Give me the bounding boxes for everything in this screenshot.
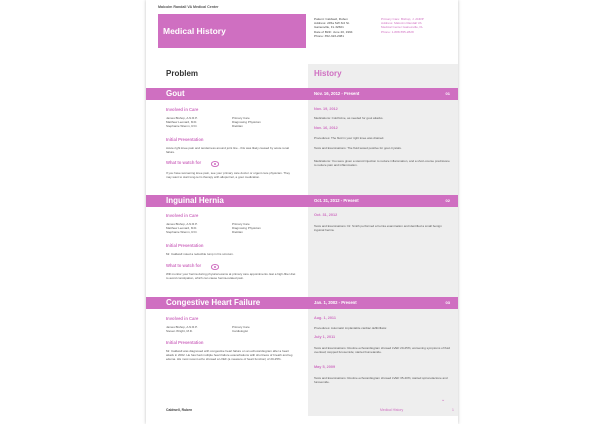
document-title: Medical History [163, 26, 226, 36]
care-team-role: Dietitian [232, 124, 243, 129]
patient-line: Gainesville, FL 32601 [314, 25, 344, 30]
history-date: Nov. 16, 2012 [314, 126, 338, 130]
care-line: Medical Center Gainesville, FL [381, 25, 424, 30]
history-date: Oct. 31, 2012 [314, 213, 338, 217]
eye-icon [211, 161, 219, 167]
care-team-roles [232, 222, 292, 234]
section-number: 03 [445, 300, 450, 305]
care-line: Address: Malcolm Randall VA [381, 21, 422, 26]
care-team-name: Matthew Leonard, M.D. [166, 226, 198, 231]
patient-line: Address: 245a SW 3rd St. [314, 21, 350, 26]
condition-date-range: Jan. 1, 2002 - Present [314, 300, 357, 305]
care-team-name: Steven Wright, M.D. [166, 329, 193, 334]
care-team-role: Primary Care [232, 325, 250, 329]
care-team-role: Cardiologist [232, 329, 248, 334]
medical-center-name: Malcolm Randall VA Medical Center [158, 5, 219, 9]
section-number: 02 [445, 198, 450, 203]
care-team-roles [232, 325, 292, 333]
history-date: Aug. 1, 2011 [314, 316, 336, 320]
care-team-role: Diagnosing Physician [232, 120, 261, 125]
title-block [158, 14, 306, 48]
initial-presentation-text: Mr. Caldwell noted a reducible lump in his scrotum. [166, 252, 234, 256]
care-team-name: Stephanie Wiemn, R.D. [166, 230, 198, 235]
patient-line: Phone: 352-323-2081 [314, 33, 344, 38]
primary-care-info [381, 17, 424, 34]
patient-line: Patient: Caldwell, Ruben [314, 17, 348, 21]
involved-in-care-label: Involved in Care [166, 316, 199, 321]
care-team-role: Primary Care [232, 116, 250, 120]
eye-icon [211, 264, 219, 270]
history-entry: Tests and Examinations: Dr. Smith performed a hernia examination and identified a small benign inguinal hernia. [314, 224, 442, 233]
patient-info [314, 17, 353, 38]
condition-name: Congestive Heart Failure [166, 298, 261, 307]
what-to-watch-text: Will monitor your hernia during physical exams at primary care appointments. Eat a high-fiber diet to avoid constipation, which can cause hernia-related pain. [166, 272, 296, 281]
initial-presentation-label: Initial Presentation [166, 137, 204, 142]
care-team-name: Stephanie Wiemn, R.D. [166, 124, 198, 129]
history-entry: Tests and Examinations: Routine echocardiogram showed LVEF 20-25%; worsening symptoms of fluid overload; stopped furosemide; started bumetanide. [314, 346, 451, 355]
condition-date-range: Nov. 16, 2012 - Present [314, 91, 360, 96]
care-team-role: Primary Care [232, 222, 250, 226]
chevron-down-icon: ⌄ [441, 397, 446, 403]
history-entry: Medications: Colchicine, as needed for gout attacks. [314, 116, 384, 120]
section-bar-inguinal-hernia [146, 195, 458, 207]
medical-history-page [146, 0, 458, 424]
history-column-heading: History [314, 69, 342, 78]
what-to-watch-label: What to watch for [166, 263, 202, 268]
history-entry: Tests and Examinations: Routine echocardiogram showed LVEF 35-40%; started spironolactone and furosemide. [314, 376, 448, 385]
section-number: 01 [445, 91, 450, 96]
patient-line: Date of Birth: June 20, 1994 [314, 29, 353, 34]
condition-date-range: Oct. 31, 2012 - Present [314, 198, 359, 203]
involved-in-care-label: Involved in Care [166, 213, 199, 218]
initial-presentation-text: Acute right knee pain and tenderness around joint line - this was likely caused by acute renal failure. [166, 146, 289, 155]
footer-title: Medical History [380, 408, 404, 412]
section-bar-congestive-heart-failure [146, 297, 458, 309]
involved-in-care-label: Involved in Care [166, 107, 199, 112]
initial-presentation-label: Initial Presentation [166, 340, 204, 345]
section-bar-gout [146, 88, 458, 100]
footer-patient-name: Caldwell, Ruben [166, 408, 193, 412]
initial-presentation-label: Initial Presentation [166, 243, 204, 248]
history-entry: Tests and Examinations: The fluid tested positive for gout crystals. [314, 146, 402, 150]
history-date: May 5, 2009 [314, 365, 336, 369]
care-team-roles [232, 116, 292, 128]
page-number: 1 [452, 408, 454, 412]
care-team-name: James Bishop, A.N.R.P. [166, 222, 198, 226]
condition-name: Gout [166, 89, 185, 98]
care-team-name: Matthew Leonard, M.D. [166, 120, 198, 125]
problem-column-heading: Problem [166, 69, 199, 78]
care-line: Phone: 1-888-555-2828 [381, 29, 414, 34]
care-team-role: Dietitian [232, 230, 243, 235]
history-entry: Procedures: Automatic implantable cardiac defibrillator. [314, 326, 388, 330]
history-date: Nov. 19, 2012 [314, 107, 338, 111]
history-entry: Medications: You were given a steroid injection to reduce inflammation, and a short-course prednisone to reduce pain and inflammation. [314, 159, 450, 168]
history-entry: Procedures: The fluid in your right knee was drained. [314, 136, 385, 140]
care-team-role: Diagnosing Physician [232, 226, 261, 231]
history-date: July 1, 2011 [314, 335, 336, 339]
care-team-name: James Bishop, A.N.R.P. [166, 325, 198, 329]
care-team-name: James Bishop, A.N.R.P. [166, 116, 198, 120]
what-to-watch-label: What to watch for [166, 160, 202, 165]
what-to-watch-text: If you have worsening knee pain, see your primary care doctor or urgent care physician. They may want to start long-term therapy with allopurinol, a gout medication. [166, 171, 291, 180]
initial-presentation-text: Mr. Caldwell was diagnosed with congestive heart failure on an echocardiogram after a heart attack in 2002. He has had multiple heart failure exacerbations with shortness of breath and leg edema. His most recent echo showed a LVEF (a measure of heart function) of 20-25%. [166, 349, 293, 362]
condition-name: Inguinal Hernia [166, 196, 224, 205]
care-line: Primary Care: Bishop, J. ANRP [381, 17, 424, 21]
